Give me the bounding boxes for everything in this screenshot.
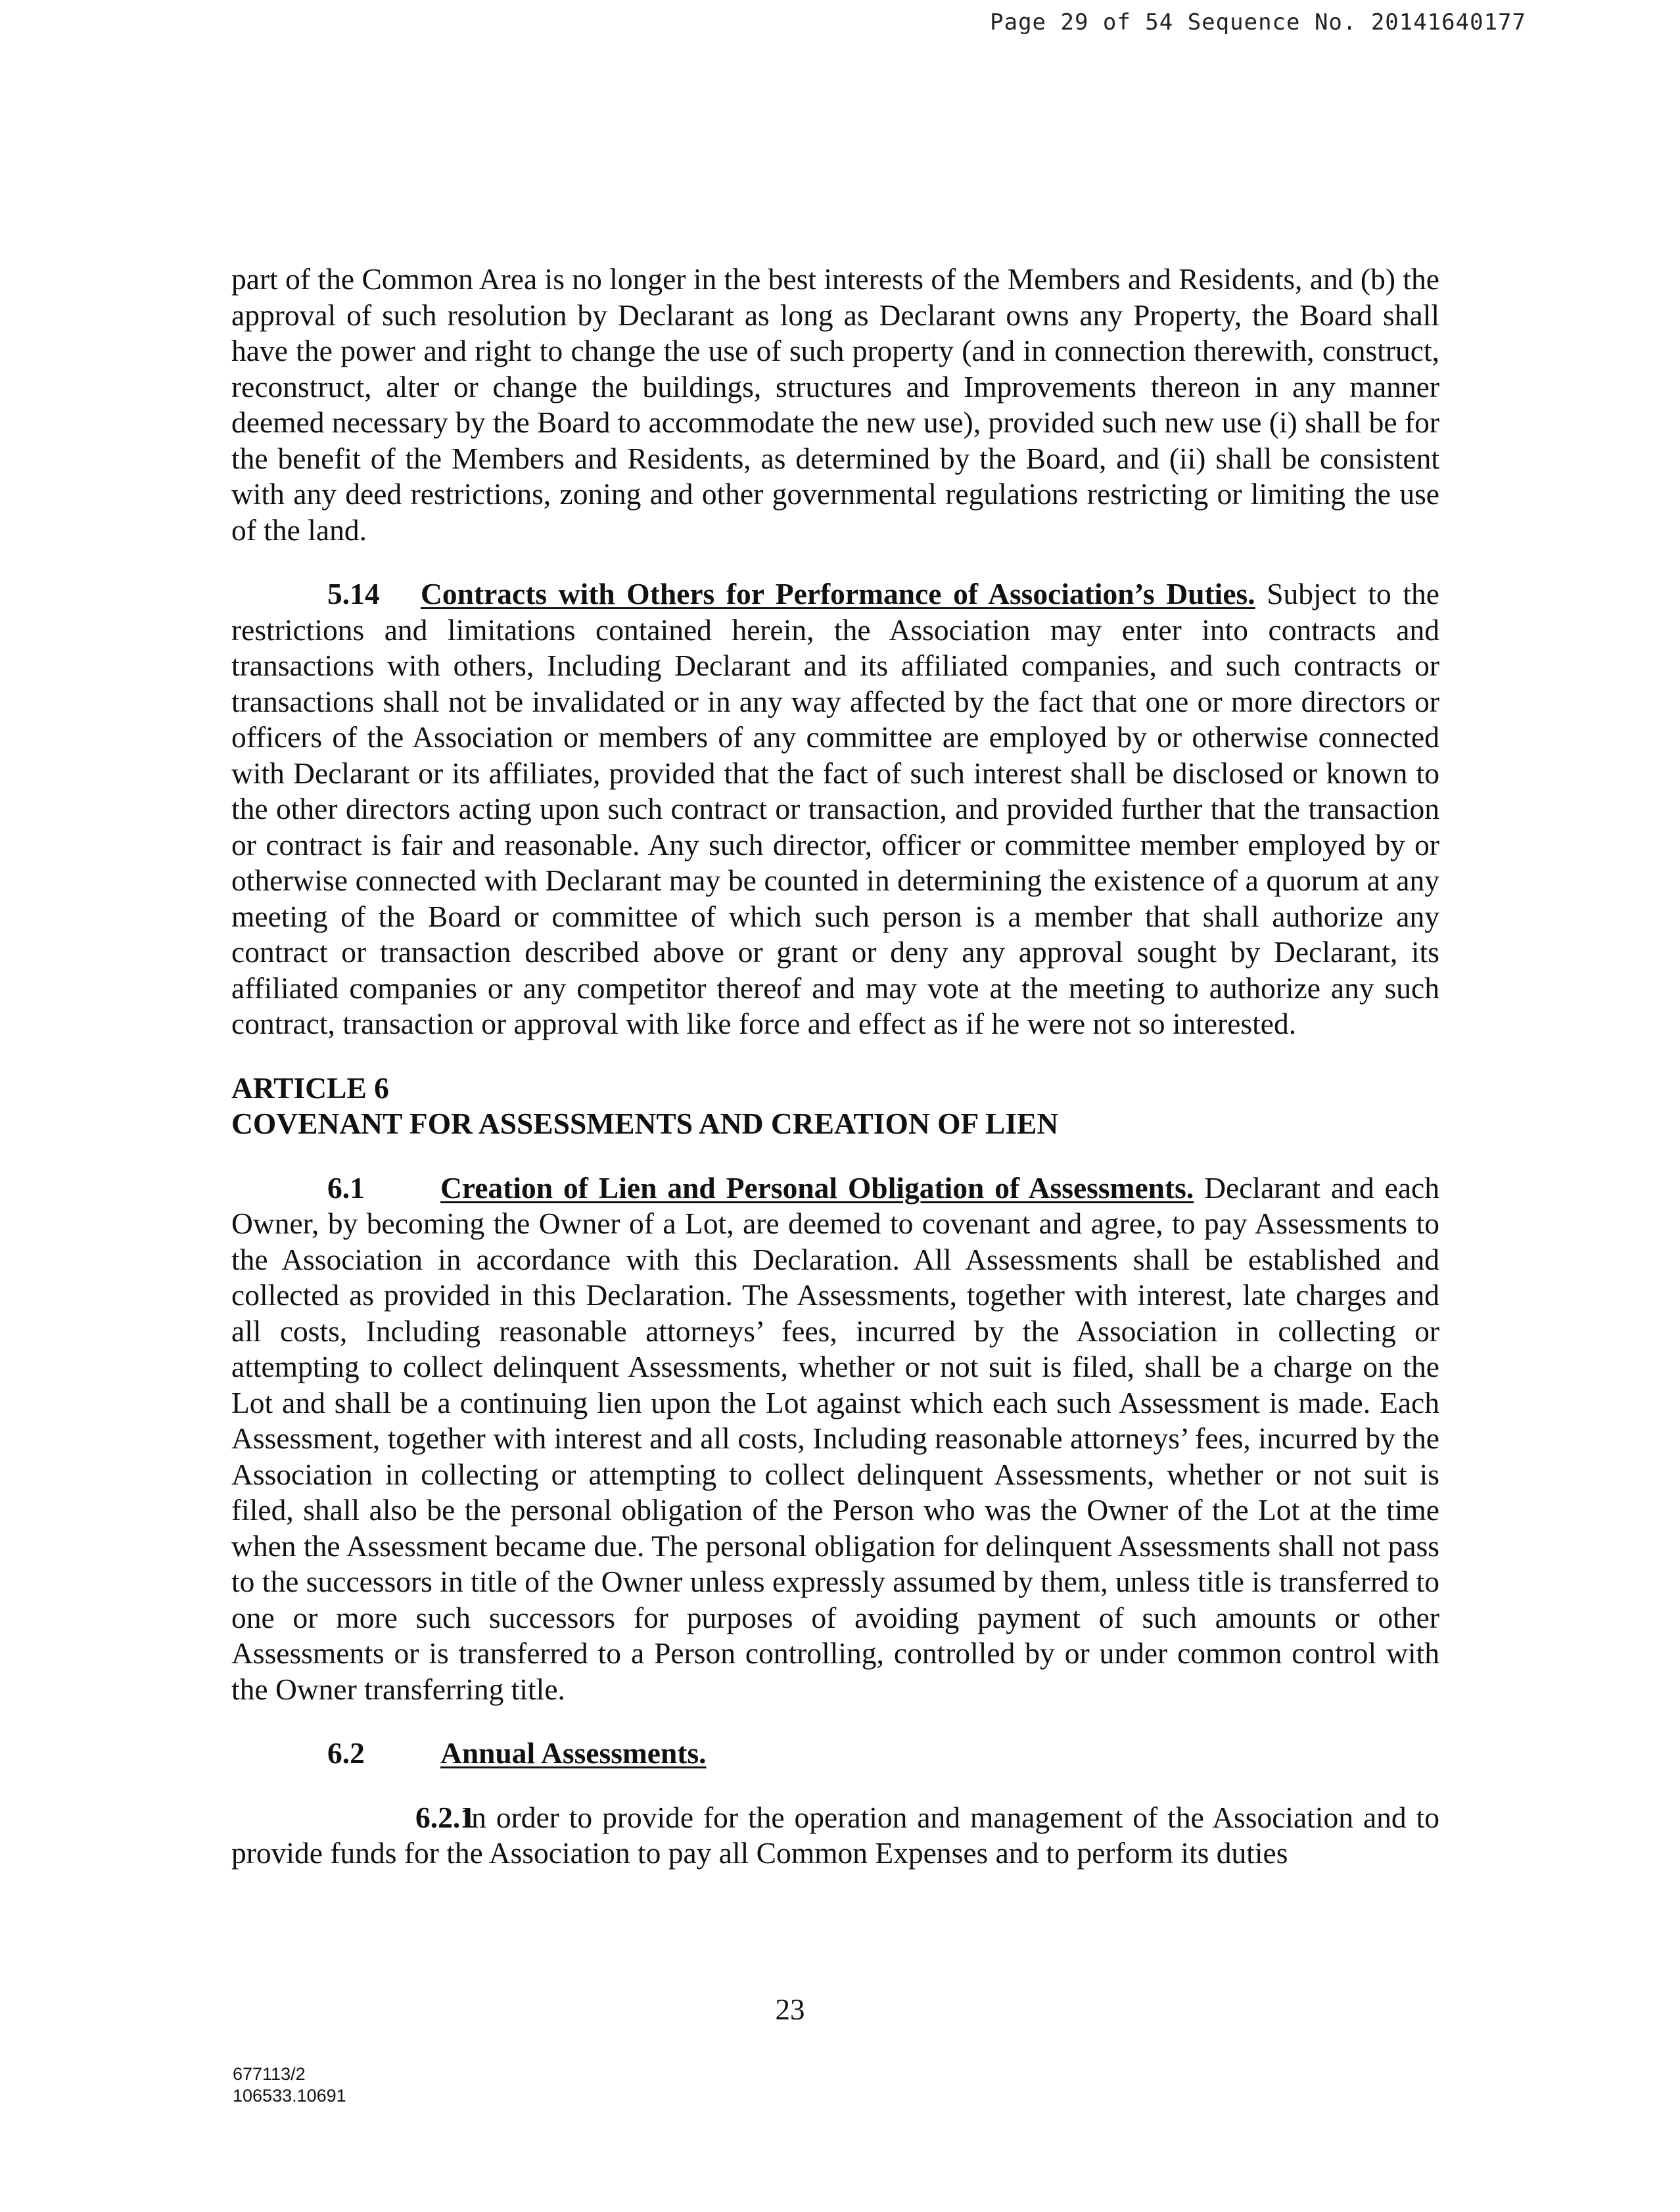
section-6-2-1 <box>231 1800 1439 1872</box>
page-number: 23 <box>775 1993 805 2026</box>
section-body: Declarant and each Owner, by becoming the Owner of a Lot, are deemed to covenant and agree, to pay Assessments to the Association in accordance with this Declaration. All Assessments shall be established and collected as provided in this Declaration. The Assessments, together with interest, late charges and all costs, Including reasonable attorneys’ fees, incurred by the Association in collecting or attempting to collect delinquent Assessments, whether or not suit is filed, shall be a charge on the Lot and shall be a continuing lien upon the Lot against which each such Assessment is made. Each Assessment, together with interest and all costs, Including reasonable attorneys’ fees, incurred by the Association in collecting or attempting to collect delinquent Assessments, whether or not suit is filed, shall also be the personal obligation of the Person who was the Owner of the Lot at the time when the Assessment became due. The personal obligation for delinquent Assessments shall not pass to the successors in title of the Owner unless expressly assumed by them, unless title is transferred to one or more such successors for purposes of avoiding payment of such amounts or other Assessments or is transferred to a Person controlling, controlled by or under common control with the Owner transferring title. <box>231 1170 1439 1706</box>
section-6-1 <box>231 1170 1439 1708</box>
document-identifiers <box>233 2063 346 2107</box>
continuation-paragraph: part of the Common Area is no longer in the best interests of the Members and Residents, and (b) the approval of such resolution by Declarant as long as Declarant owns any Property, the Board shall have the power and right to change the use of such property (and in connection therewith, construct, reconstruct, alter or change the buildings, structures and Improvements thereon in any manner deemed necessary by the Board to accommodate the new use), provided such new use (i) shall be for the benefit of the Members and Residents, as determined by the Board, and (ii) shall be consistent with any deed restrictions, zoning and other governmental regulations restricting or limiting the use of the land. <box>231 262 1439 547</box>
section-6-2 <box>231 1736 1439 1772</box>
doc-id-secondary: 106533.10691 <box>233 2086 346 2106</box>
page-header: Page 29 of 54 Sequence No. 20141640177 <box>990 9 1526 35</box>
section-heading: Creation of Lien and Personal Obligation of Assessments. <box>440 1170 1194 1205</box>
article-heading-block <box>231 1071 1439 1142</box>
section-number: 6.2.1 <box>415 1800 475 1834</box>
document-body <box>231 262 1439 1872</box>
section-body: In order to provide for the operation and management of the Association and to provide funds for the Association to pay all Common Expenses and to perform its duties <box>231 1800 1439 1870</box>
section-number: 6.1 <box>327 1170 365 1205</box>
article-title: COVENANT FOR ASSESSMENTS AND CREATION OF LIEN <box>231 1107 1059 1140</box>
doc-id-primary: 677113/2 <box>233 2064 306 2084</box>
section-number: 6.2 <box>327 1736 365 1770</box>
section-body: Subject to the restrictions and limitations contained herein, the Association may enter into contracts and transactions with others, Including Declarant and its affiliated companies, and such contracts or transactions shall not be invalidated or in any way affected by the fact that one or more directors or officers of the Association or members of any committee are employed by or otherwise connected with Declarant or its affiliates, provided that the fact of such interest shall be disclosed or known to the other directors acting upon such contract or transaction, and provided further that the transaction or contract is fair and reasonable. Any such director, officer or committee member employed by or otherwise connected with Declarant may be counted in determining the existence of a quorum at any meeting of the Board or committee of which such person is a member that shall authorize any contract or transaction described above or grant or deny any approval sought by Declarant, its affiliated companies or any competitor thereof and may vote at the meeting to authorize any such contract, transaction or approval with like force and effect as if he were not so interested. <box>231 577 1439 1040</box>
section-number: 5.14 <box>327 577 380 611</box>
section-5-14 <box>231 576 1439 1042</box>
section-heading: Annual Assessments. <box>440 1736 707 1770</box>
section-heading: Contracts with Others for Performance of Association’s Duties. <box>421 577 1255 611</box>
article-number: ARTICLE 6 <box>231 1071 389 1105</box>
